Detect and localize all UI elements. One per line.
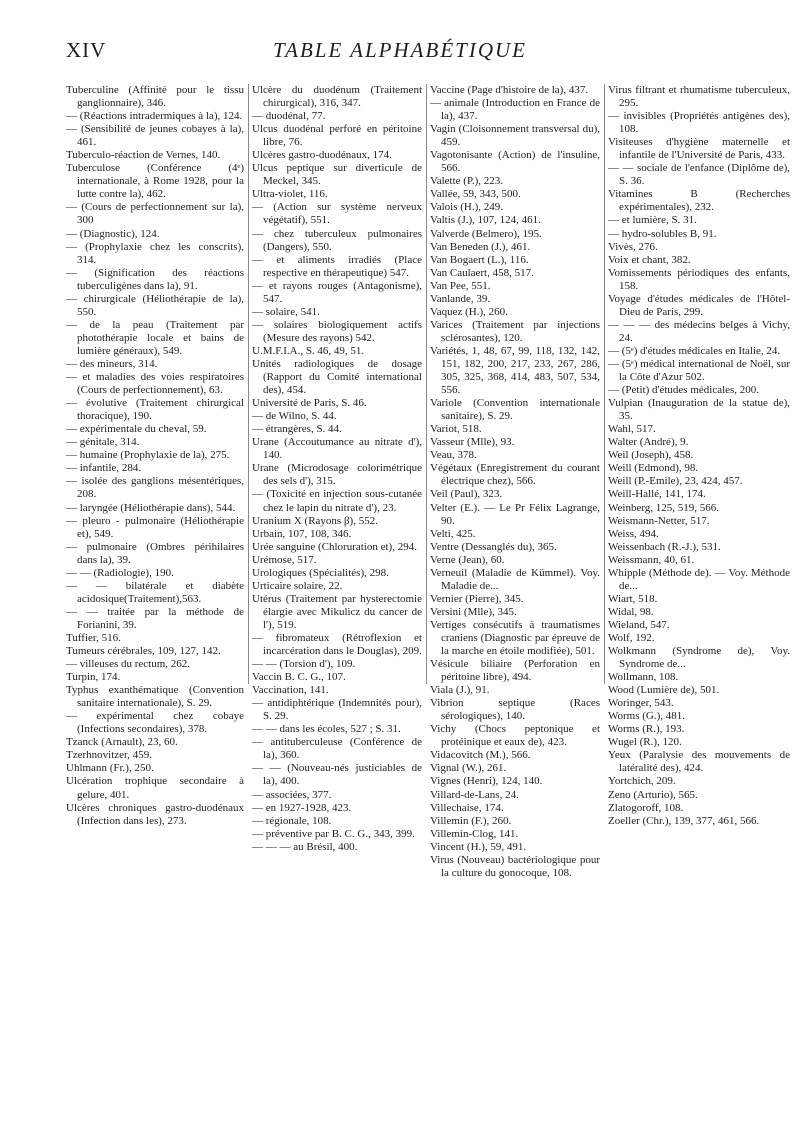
index-entry: Ulcération trophique secondaire à gelure, 401. (66, 775, 244, 801)
index-entry: Valois (H.), 249. (430, 201, 504, 214)
index-entry: Verne (Jean), 60. (430, 553, 505, 566)
index-entry: Vaccine (Page d'histoire de la), 437. (430, 84, 589, 96)
index-entry: — et aliments irradiés (Place respective en thérapeutique) 547. (252, 253, 422, 279)
index-entry: Vallée, 59, 343, 500. (430, 188, 521, 201)
index-entry: Weill (Edmond), 98. (608, 462, 699, 475)
index-entry: Tumeurs cérébrales, 109, 127, 142. (66, 645, 221, 658)
index-entry: Viala (J.), 91. (430, 684, 490, 697)
page-number: XIV (66, 38, 107, 62)
index-entry: Van Pee, 551. (430, 279, 491, 292)
index-entry: Wood (Lumière de), 501. (608, 684, 720, 697)
index-entry: — (Sensibilité de jeunes cobayes à la), 461. (66, 123, 244, 149)
index-entry: Yeux (Paralysie des mouvements de latéralité des), 424. (608, 749, 790, 775)
index-entry: Valverde (Belmero), 195. (430, 227, 542, 240)
index-entry: Urée sanguine (Chloruration et), 294. (252, 540, 417, 553)
index-entry: — en 1927-1928, 423. (252, 801, 352, 814)
index-entry: Weismann-Netter, 517. (608, 514, 710, 527)
index-entry: Wollmann, 108. (608, 671, 679, 684)
index-entry: Van Bogaert (L.), 116. (430, 253, 529, 266)
index-entry: Veil (Paul), 323. (430, 488, 503, 501)
index-entry: — — — au Brésil, 400. (252, 840, 358, 853)
running-title: TABLE ALPHABÉTIQUE (273, 38, 527, 62)
index-entry: Whipple (Méthode de). — Voy. Méthode de... (608, 566, 790, 592)
index-entry: Velti, 425. (430, 527, 476, 540)
index-entry: — étrangères, S. 44. (252, 423, 342, 436)
index-entry: — et maladies des voies respiratoires (Cours de perfectionnement), 63. (66, 371, 244, 397)
index-entry: — (5ᵉ) médical international de Noël, sur la Côte d'Azur 502. (608, 357, 790, 384)
index-entry: Tuberculo-réaction de Vernes, 140. (66, 149, 221, 162)
index-entry: — pleuro - pulmonaire (Héliothérapie et), 549. (66, 514, 244, 540)
index-entry: Woringer, 543. (608, 697, 674, 710)
index-entry: Végétaux (Enregistrement du courant électrique chez), 566. (430, 462, 600, 488)
index-entry: Tuberculose (Conférence (4ᵉ) internationale, à Rome 1928, pour la lutte contre la), 462. (66, 162, 244, 201)
index-entry: U.M.F.I.A., S. 46, 49, 51. (252, 344, 365, 357)
index-entry: — — (Nouveau-nés justiciables de la), 400. (252, 762, 422, 788)
index-entry: Wolf, 192. (608, 631, 655, 644)
index-entry: — — sociale de l'enfance (Diplôme de), S. 36. (608, 162, 790, 188)
index-entry: — antituberculeuse (Conférence de la), 360. (252, 736, 422, 762)
index-entry: Widal, 98. (608, 605, 654, 618)
index-entry: Vichy (Chocs peptonique et protéinique et eaux de), 423. (430, 723, 600, 749)
index-entry: — régionale, 108. (252, 814, 332, 827)
index-entry: — fibromateux (Rétroflexion et incarcération dans le Douglas), 209. (252, 631, 422, 658)
index-entry: Visiteuses d'hygiène maternelle et infantile de l'Université de Paris, 433. (608, 136, 790, 162)
index-columns (66, 84, 800, 1124)
index-entry: — chez tuberculeux pulmonaires (Dangers), 550. (252, 227, 422, 253)
index-entry: Virus (Nouveau) bactériologique pour la culture du gonocoque, 108. (430, 853, 600, 879)
index-entry: — — bilatérale et diabète acidosique(Traitement),563. (66, 579, 244, 605)
column-divider (604, 84, 605, 684)
index-entry: — pulmonaire (Ombres périhilaires dans la), 39. (66, 540, 244, 566)
index-entry: — (Prophylaxie chez les conscrits), 314. (66, 240, 244, 266)
index-entry: Villechaise, 174. (430, 801, 504, 814)
index-entry: — antidiphtérique (Indemnités pour), S. 29. (252, 697, 422, 723)
index-entry: Ultra-violet, 116. (252, 188, 328, 201)
index-entry: — hydro-solubles B, 91. (608, 227, 717, 240)
index-entry: — (Action sur système nerveux végétatif), 551. (252, 201, 422, 227)
index-entry: Turpin, 174. (66, 671, 121, 684)
index-entry: Vomissements périodiques des enfants, 158. (608, 266, 790, 292)
index-entry: — expérimental chez cobaye (Infections secondaires), 378. (66, 710, 244, 736)
index-entry: Vaccin B. C. G., 107. (252, 671, 346, 684)
index-entry: — génitale, 314. (66, 436, 140, 449)
index-entry: Variétés, 1, 48, 67, 99, 118, 132, 142, 151, 182, 200, 217, 233, 267, 286, 305, 325, 368, 414, 483, 507, 534, 556. (430, 344, 600, 397)
index-entry: — (Réactions intradermiques à la), 124. (66, 110, 243, 123)
index-entry: — solaire, 541. (252, 305, 320, 318)
index-entry: Vaquez (H.), 260. (430, 305, 508, 318)
index-entry: Weissmann, 40, 61. (608, 553, 695, 566)
index-entry: Velter (E.). — Le Pr Félix Lagrange, 90. (430, 501, 600, 527)
index-entry: Wahl, 517. (608, 423, 656, 436)
index-entry: Vibrion septique (Races sérologiques), 140. (430, 697, 600, 723)
index-entry: Wolkmann (Syndrome de), Voy. Syndrome de... (608, 645, 790, 671)
column-divider (426, 84, 427, 684)
index-entry: Walter (André), 9. (608, 436, 689, 449)
index-entry: Worms (G.), 481. (608, 710, 686, 723)
index-entry: Urticaire solaire, 22. (252, 579, 343, 592)
index-entry: Vagin (Cloisonnement transversal du), 459. (430, 123, 600, 149)
index-entry: Ulcères chroniques gastro-duodénaux (Infection dans les), 273. (66, 801, 244, 827)
index-entry: Valette (P.), 223. (430, 175, 504, 188)
index-entry: Verneuil (Maladie de Kümmel). Voy. Maladie de... (430, 566, 600, 592)
index-entry: — villeuses du rectum, 262. (66, 658, 191, 671)
index-entry: Worms (R.), 193. (608, 723, 685, 736)
index-entry: Ulcère du duodénum (Traitement chirurgical), 316, 347. (252, 84, 422, 110)
index-entry: Zlatogoroff, 108. (608, 801, 684, 814)
index-entry: — des mineurs, 314. (66, 357, 158, 370)
index-entry: — de la peau (Traitement par photothérapie locale et bains de lumière généraux), 549. (66, 318, 244, 357)
index-entry: Vernier (Pierre), 345. (430, 592, 524, 605)
index-entry: Weiss, 494. (608, 527, 659, 540)
index-entry: Van Caulaert, 458, 517. (430, 266, 534, 279)
index-entry: Vidacovitch (M.), 566. (430, 749, 531, 762)
index-entry: — et rayons rouges (Antagonisme), 547. (252, 279, 422, 305)
index-entry: Vincent (H.), 59, 491. (430, 840, 527, 853)
index-entry: Variole (Convention internationale sanitaire), S. 29. (430, 397, 600, 423)
index-entry: — (5ᵉ) d'études médicales en Italie, 24. (608, 344, 781, 357)
index-entry: — — (Radiologie), 190. (66, 566, 174, 579)
index-entry: Uhlmann (Fr.), 250. (66, 762, 154, 775)
index-entry: — animale (Introduction en France de la), 437. (430, 97, 600, 123)
index-entry: Voix et chant, 382. (608, 253, 691, 266)
index-entry: — expérimentale du cheval, 59. (66, 423, 207, 436)
index-entry: Ventre (Dessanglés du), 365. (430, 540, 557, 553)
index-entry: — invisibles (Propriétés antigènes des), 108. (608, 110, 790, 136)
index-entry: — — traitée par la méthode de Forianini, 39. (66, 605, 244, 631)
index-entry: — infantile, 284. (66, 462, 142, 475)
index-entry: — de Wilno, S. 44. (252, 410, 337, 423)
index-entry: Veau, 378. (430, 449, 477, 462)
index-entry: Urane (Accoutumance au nitrate d'), 140. (252, 436, 422, 462)
index-entry: Tzanck (Arnault), 23, 60. (66, 736, 178, 749)
index-entry: Vaccination, 141. (252, 684, 329, 697)
index-entry: Voyage d'études médicales de l'Hôtel-Dieu de Paris, 299. (608, 292, 790, 318)
index-entry: Yortchich, 209. (608, 775, 676, 788)
index-column-4 (608, 84, 790, 828)
index-entry: Tuffier, 516. (66, 631, 121, 644)
index-entry: Van Beneden (J.), 461. (430, 240, 531, 253)
index-entry: — évolutive (Traitement chirurgical thoracique), 190. (66, 397, 244, 423)
index-entry: Variot, 518. (430, 423, 482, 436)
index-entry: Vitamines B (Recherches expérimentales), 232. (608, 188, 790, 214)
index-column-3 (430, 84, 600, 880)
index-entry: Vignes (Henri), 124, 140. (430, 775, 543, 788)
index-entry: Wieland, 547. (608, 618, 670, 631)
index-entry: Urbain, 107, 108, 346. (252, 527, 352, 540)
index-entry: Villemin-Clog, 141. (430, 827, 519, 840)
index-entry: — isolée des ganglions mésentériques, 208. (66, 475, 244, 501)
index-entry: Vignal (W.), 261. (430, 762, 507, 775)
index-entry: Typhus exanthématique (Convention sanitaire internationale), S. 29. (66, 684, 244, 710)
index-entry: Vanlande, 39. (430, 292, 491, 305)
index-entry: Weissenbach (R.-J.), 531. (608, 540, 721, 553)
index-entry: Valtis (J.), 107, 124, 461. (430, 214, 541, 227)
index-entry: Vulpian (Inauguration de la statue de), 35. (608, 397, 790, 423)
index-entry: Urologiques (Spécialités), 298. (252, 566, 389, 579)
index-entry: — préventive par B. C. G., 343, 399. (252, 827, 415, 840)
index-entry: — humaine (Prophylaxie de la), 275. (66, 449, 230, 462)
index-entry: Weill (P.-Emile), 23, 424, 457. (608, 475, 743, 488)
index-entry: Vivès, 276. (608, 240, 658, 253)
index-entry: Vertiges consécutifs à traumatismes craniens (Diagnostic par épreuve de la marche en étoile modifiée), 501. (430, 618, 600, 658)
index-entry: — (Diagnostic), 124. (66, 227, 160, 240)
index-entry: — (Cours de perfectionnement sur la), 300 (66, 201, 244, 227)
index-entry: Vasseur (Mlle), 93. (430, 436, 515, 449)
index-entry: Virus filtrant et rhumatisme tuberculeux, 295. (608, 84, 790, 110)
index-entry: — — dans les écoles, 527 ; S. 31. (252, 723, 401, 736)
index-entry: — duodénal, 77. (252, 110, 326, 123)
index-entry: Urémose, 517. (252, 553, 317, 566)
index-entry: Utérus (Traitement par hysterectomie élargie avec Mikulicz du cancer de l'), 519. (252, 592, 422, 631)
index-entry: — laryngée (Héliothérapie dans), 544. (66, 501, 236, 514)
index-entry: — et lumière, S. 31. (608, 214, 697, 227)
index-column-1 (66, 84, 244, 828)
index-column-2 (252, 84, 422, 854)
index-entry: Villard-de-Lans, 24. (430, 788, 519, 801)
index-entry: Weinberg, 125, 519, 566. (608, 501, 720, 514)
index-entry: Ulcères gastro-duodénaux, 174. (252, 149, 392, 162)
column-divider (248, 84, 249, 684)
index-entry: Tzerhnovitzer, 459. (66, 749, 152, 762)
index-entry: Ulcus peptique sur diverticule de Meckel, 345. (252, 162, 422, 188)
index-entry: Wiart, 518. (608, 592, 658, 605)
index-entry: Vésicule biliaire (Perforation en péritoine libre), 494. (430, 658, 600, 684)
index-entry: Unités radiologiques de dosage (Rapport du Comité international des), 454. (252, 357, 422, 397)
index-entry: Ulcus duodénal perforé en péritoine libre, 76. (252, 123, 422, 149)
index-entry: Zoeller (Chr.), 139, 377, 461, 566. (608, 814, 760, 827)
index-entry: — (Petit) d'études médicales, 200. (608, 384, 760, 397)
index-entry: Uranium X (Rayons β), 552. (252, 514, 378, 527)
index-entry: Zeno (Arturio), 565. (608, 788, 698, 801)
index-entry: Villemin (F.), 260. (430, 814, 512, 827)
index-entry: Weil (Joseph), 458. (608, 449, 694, 462)
index-entry: Vagotonisante (Action) de l'insuline, 566. (430, 149, 600, 175)
index-entry: Tuberculine (Affinité pour le tissu ganglionnaire), 346. (66, 84, 244, 110)
index-entry: Université de Paris, S. 46. (252, 397, 367, 410)
index-entry: — — — des médecins belges à Vichy, 24. (608, 318, 790, 344)
index-entry: — solaires biologiquement actifs (Mesure des rayons) 542. (252, 318, 422, 344)
index-entry: Weill-Hallé, 141, 174. (608, 488, 706, 501)
index-entry: — associées, 377. (252, 788, 332, 801)
index-entry: — (Toxicité en injection sous-cutanée chez le lapin du nitrate d'), 23. (252, 488, 422, 514)
index-entry: — chirurgicale (Héliothérapie de la), 550. (66, 292, 244, 318)
index-entry: — (Signification des réactions tuberculigènes dans la), 91. (66, 266, 244, 292)
index-entry: Versini (Mlle), 345. (430, 605, 517, 618)
index-entry: Varices (Traitement par injections sclérosantes), 120. (430, 318, 600, 344)
index-entry: Wugel (R.), 120. (608, 736, 682, 749)
index-entry: — — (Torsion d'), 109. (252, 658, 356, 671)
index-entry: Urane (Microdosage colorimétrique des sels d'), 315. (252, 462, 422, 488)
